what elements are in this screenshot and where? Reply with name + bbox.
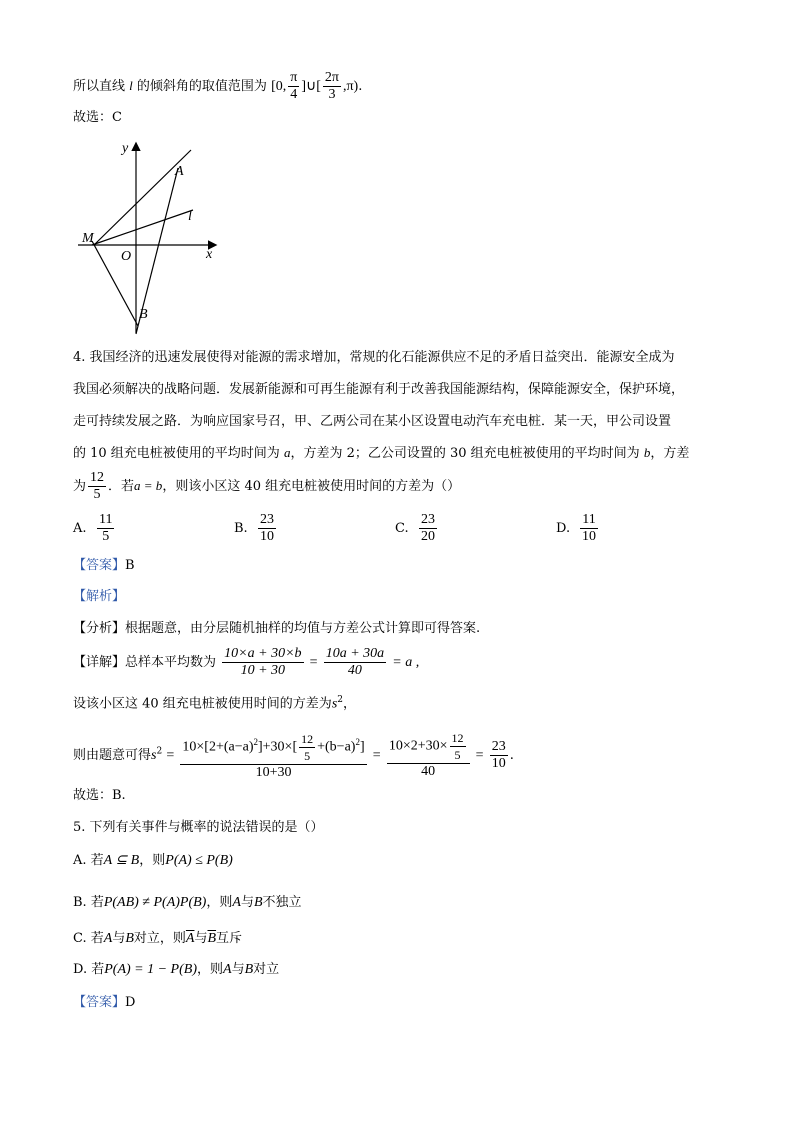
range-line bbox=[73, 70, 362, 103]
line-l bbox=[92, 210, 193, 245]
q5-option-d: D. 若P(A) = 1 − P(B)，则A与B对立 bbox=[73, 962, 280, 977]
line-var: l bbox=[129, 78, 133, 93]
coordinate-diagram bbox=[70, 138, 230, 338]
period: . bbox=[358, 79, 363, 94]
q4-line4: 的 10 组充电桩被使用的平均时间为 a，方差为 2；乙公司设置的 30 组充电桩被使用的平均时间为 b，方差 bbox=[73, 445, 690, 461]
variance-frac-2: 10×2+30× $\frac{12}{5}$ 40 bbox=[387, 730, 470, 780]
q5-stem: 5. 下列有关事件与概率的说法错误的是（） bbox=[73, 820, 324, 835]
label-m: M bbox=[82, 231, 94, 246]
q5-answer: 【答案】D bbox=[73, 995, 136, 1010]
label-x: x bbox=[206, 247, 213, 262]
q4-option-c: C. $\frac{23}{20}$ bbox=[395, 512, 435, 544]
range-union: ]∪[ bbox=[301, 79, 321, 94]
range-open: [0, bbox=[271, 79, 287, 94]
q5-option-a: A. 若A ⊆ B，则P(A) ≤ P(B) bbox=[73, 853, 233, 868]
q4-line1: 4. 我国经济的迅速发展使得对能源的需求增加，常规的化石能源供应不足的矛盾日益突出．能源安全成为 bbox=[73, 350, 675, 365]
variance-calc: 则由题意可得$s^2$ = $10\times[2+(a-a)^2]+30\times$[ $\frac{12}{5}$ $+(b-a)^2$] 10+30 = 10×2+30× $\frac{12}{5}$ 40 = $\frac{23}{10}$ . bbox=[73, 731, 514, 780]
q4-line3: 走可持续发展之路．为响应国家号召，甲、乙两公司在某小区设置电动汽车充电桩．某一天，甲公司设置 bbox=[73, 414, 672, 429]
variance-result: $\frac{23}{10}$ bbox=[491, 738, 506, 771]
label-a: A bbox=[175, 164, 184, 179]
q5-option-c: C. 若A与B对立，则$\overline{A}$与$\overline{B}$互斥 bbox=[73, 931, 243, 946]
frac-12-5: $\frac{12}{5}$ bbox=[90, 470, 105, 502]
q4-option-b: B. $\frac{23}{10}$ bbox=[234, 512, 274, 544]
mean-frac-1: $\frac{10\times a + 30\times b}{10 + 30}$ bbox=[224, 646, 302, 678]
label-l: l bbox=[188, 209, 192, 224]
range-text-mid: 的倾斜角的取值范围为 bbox=[136, 79, 267, 94]
variance-line: 设该小区这 40 组充电桩被使用时间的方差为$s^2$， bbox=[73, 695, 357, 712]
q5-option-b: B. 若P(AB) ≠ P(A)P(B)，则A与B不独立 bbox=[73, 895, 302, 910]
label-o: O bbox=[121, 249, 132, 264]
q4-analysis: 【分析】根据题意，由分层随机抽样的均值与方差公式计算即可得答案. bbox=[73, 621, 481, 636]
label-b: B bbox=[139, 307, 148, 322]
range-close: ,π) bbox=[342, 79, 359, 94]
pi-over-4: $\frac{\pi}{4}$ bbox=[290, 70, 298, 102]
q4-option-d: D. $\frac{11}{10}$ bbox=[556, 512, 596, 544]
q4-detail: 【详解】总样本平均数为 $\frac{10\times a + 30\times b}{10 + 30}$ = $\frac{10a + 30a}{40}$ = a , bbox=[73, 646, 420, 678]
q4-choice: 故选：B. bbox=[73, 788, 126, 803]
choice-c-line: 故选：C bbox=[73, 110, 122, 125]
label-y: y bbox=[122, 141, 129, 156]
q4-explain-tag: 【解析】 bbox=[73, 589, 126, 604]
variance-frac-1: $10\times[2+(a-a)^2]+30\times$[ $\frac{12}{5}$ $+(b-a)^2$] 10+30 bbox=[182, 731, 365, 780]
q4-line2: 我国必须解决的战略问题．发展新能源和可再生能源有利于改善我国能源结构，保障能源安全，保护环境， bbox=[73, 382, 685, 397]
q4-line5: 为 $\frac{12}{5}$ ．若a = b，则该小区这 40 组充电桩被使用时间的方差为（） bbox=[73, 470, 461, 502]
q4-option-a: A. $\frac{11}{5}$ bbox=[73, 512, 113, 544]
range-text: 所以直线 bbox=[73, 79, 126, 94]
two-pi-over-3: $\frac{2\pi}{3}$ bbox=[324, 70, 339, 102]
mean-frac-2: $\frac{10a + 30a}{40}$ bbox=[325, 646, 385, 678]
q4-answer: 【答案】B bbox=[73, 558, 135, 573]
